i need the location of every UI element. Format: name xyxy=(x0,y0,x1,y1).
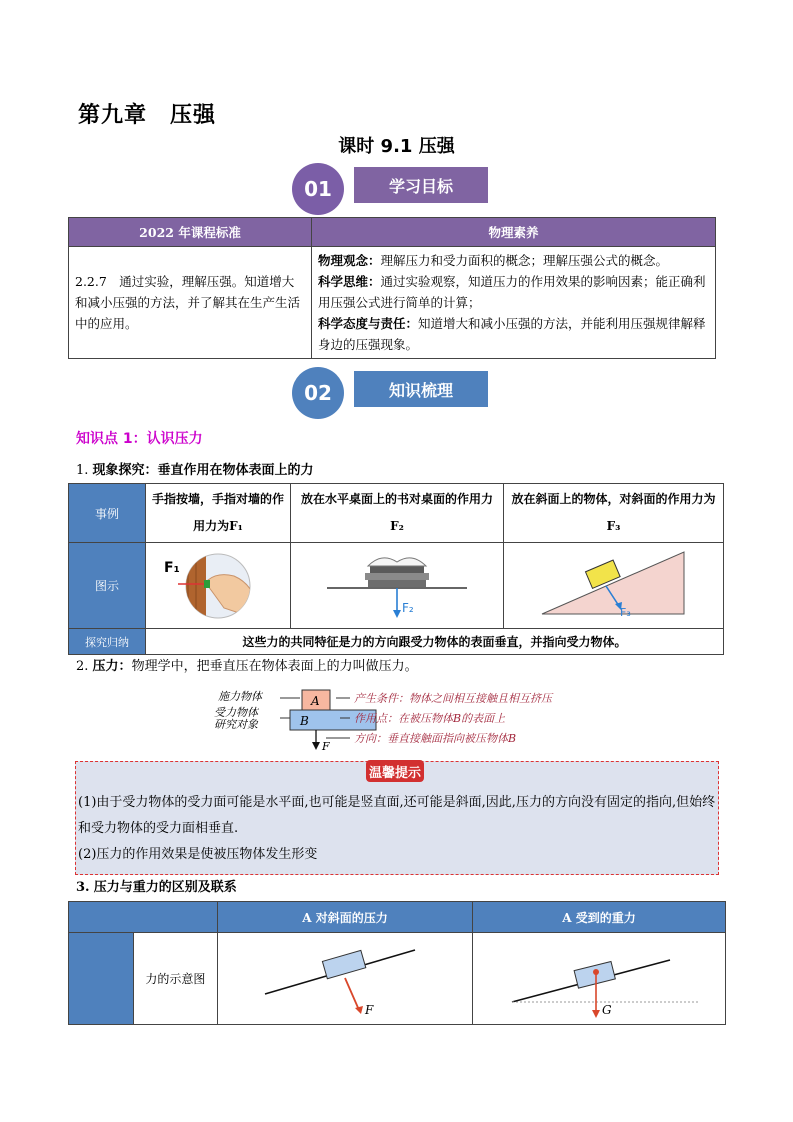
pressure-diagram xyxy=(210,684,610,754)
tip-box xyxy=(75,761,719,875)
tip-badge: 温馨提示 xyxy=(366,760,424,782)
gravity-figure xyxy=(474,934,724,1020)
standard-text: 2.2.7 通过实验，理解压强。知道增大和减小压强的方法，并了解其在生产生活中的应用。 xyxy=(69,247,312,359)
pressure-figure xyxy=(219,934,469,1020)
header-literacy: 物理素养 xyxy=(312,218,716,247)
finger-wall-illustration xyxy=(158,546,278,622)
slope-illustration xyxy=(524,544,704,624)
books-illustration xyxy=(322,544,472,624)
case-text: 放在斜面上的物体，对斜面的作用力为F₃ xyxy=(504,484,724,543)
gravity-figure-cell xyxy=(473,933,726,1025)
literacy-item: 科学思维：通过实验观察，知道压力的作用效果的影响因素；能正确利用压强公式进行简单的计算； xyxy=(318,274,706,310)
section-label: 学习目标 xyxy=(354,167,488,203)
tip-line: (1)由于受力物体的受力面可能是水平面,也可能是竖直面,还可能是斜面,因此,压力的方向没有固定的指向,但始终和受力物体的受力面相垂直. xyxy=(78,795,716,836)
figure-label: F₃ xyxy=(619,606,631,619)
pressure-figure-cell xyxy=(218,933,473,1025)
header-gravity: A 受到的重力 xyxy=(473,902,726,933)
item-2: 2. 压力：物理学中，把垂直压在物体表面上的力叫做压力。 xyxy=(76,659,418,674)
chapter-title: 第九章 压强 xyxy=(78,103,217,128)
row-label: 事例 xyxy=(69,484,146,543)
case-text: 放在水平桌面上的书对桌面的作用力F₂ xyxy=(291,484,504,543)
row-group-cell xyxy=(69,933,134,1025)
figure-slope-block xyxy=(504,543,724,629)
header-empty xyxy=(69,902,218,933)
figure-label: F₂ xyxy=(402,601,414,615)
section-number: 01 xyxy=(292,163,344,215)
conclusion-text: 这些力的共同特征是力的方向跟受力物体的表面垂直，并指向受力物体。 xyxy=(146,629,724,655)
force-label: G xyxy=(602,1003,612,1017)
figure-books-table xyxy=(291,543,504,629)
section-label: 知识梳理 xyxy=(354,371,488,407)
diagram-right-label: 作用点：在被压物体B的表面上 xyxy=(354,712,506,725)
item-1: 1. 现象探究：垂直作用在物体表面上的力 xyxy=(76,463,314,478)
section-number: 02 xyxy=(292,367,344,419)
tip-line: (2)压力的作用效果是使被压物体发生形变 xyxy=(78,847,318,862)
diagram-left-label: 研究对象 xyxy=(214,718,258,731)
goals-table xyxy=(68,217,716,359)
diagram-left-label: 受力物体 xyxy=(214,706,258,719)
force-label: F xyxy=(365,1003,374,1017)
literacy-cell xyxy=(312,247,716,359)
item-3: 3. 压力与重力的区别及联系 xyxy=(76,880,237,895)
figure-label: F₁ xyxy=(164,560,180,576)
block-b-label: B xyxy=(300,714,309,728)
row-label: 图示 xyxy=(69,543,146,629)
header-standard: 2022 年课程标准 xyxy=(69,218,312,247)
row-label: 力的示意图 xyxy=(133,933,217,1025)
literacy-item: 科学态度与责任：知道增大和减小压强的方法，并能利用压强规律解释身边的压强现象。 xyxy=(318,316,706,352)
case-text: 手指按墙，手指对墙的作用力为F₁ xyxy=(146,484,291,543)
block-a-label: A xyxy=(311,694,320,708)
diagram-right-label: 方向：垂直接触面指向被压物体B xyxy=(354,732,517,745)
section-badge-goals xyxy=(292,163,492,211)
explore-table xyxy=(68,483,724,655)
knowledge-point-title: 知识点 1：认识压力 xyxy=(76,431,203,447)
lesson-title: 课时 9.1 压强 xyxy=(338,136,455,157)
diagram-right-label: 产生条件：物体之间相互接触且相互挤压 xyxy=(354,692,552,705)
diagram-left-label: 施力物体 xyxy=(218,690,262,703)
literacy-item: 物理观念：理解压力和受力面积的概念；理解压强公式的概念。 xyxy=(318,253,669,268)
section-badge-knowledge xyxy=(292,367,492,415)
force-label: F xyxy=(322,740,330,753)
header-pressure: A 对斜面的压力 xyxy=(218,902,473,933)
row-label: 探究归纳 xyxy=(69,629,146,655)
figure-finger-wall xyxy=(146,543,291,629)
compare-table xyxy=(68,901,726,1025)
tip-text xyxy=(78,790,718,868)
